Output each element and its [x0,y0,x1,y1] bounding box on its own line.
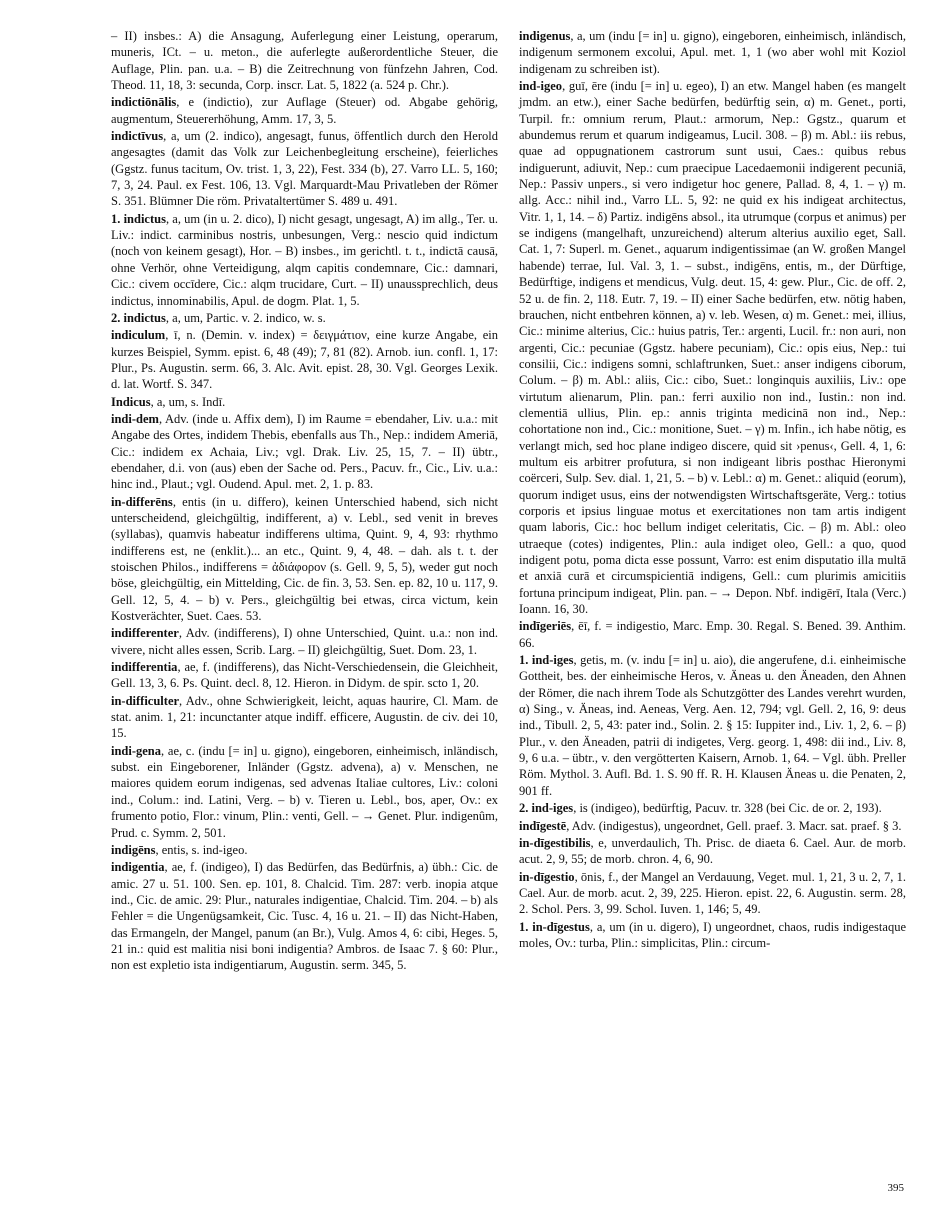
entry-body: , entis (in u. differo), keinen Unterschied habend, sich nicht unterscheidend, gleichgültig, indifferent, a) v. Lebl., sed venit in breves (syllabas), quamvis habeatur indifferens ultima, Quint. 9, 4, 93: rhythmo indifferens est, ne (enklit.)... an etc., Quint. 9, 4, 48. – dah. als t. t. der stoischen Philos., indifferens = ἀδιάφορον (s. Gell. 9, 5, 5), weder gut noch böse, gleichgültig, ein Mittelding, Cic. de fin. 3, 53. Sen. ep. 82, 10 u. 117, 9. Gell. 12, 5, 4. – b) v. Pers., gleichgültig bei etwas, circa victum, kein Kostverächter, Suet. Caes. 53. [111,494,498,624]
dictionary-entry [111,211,498,309]
entry-lemma: in-dīgestibilis [519,835,591,850]
dictionary-entry [519,652,906,799]
entry-lemma: 1. ind-iges [519,653,574,668]
entry-lemma: indīgestē [519,818,567,833]
left-column [111,28,498,975]
entry-body: , a, um (in u. digero), I) ungeordnet, chaos, rudis indigestaque moles, Ov.: turba, Plin.: simplicitas, Plin.: circum- [519,919,906,950]
entry-body: , a, um, s. Indī. [150,394,226,409]
entry-lemma: indi-gena [111,743,162,758]
entry-body: , a, um (2. indico), angesagt, funus, öffentlich durch den Herold angesagtes (damit das Volk zur Leichenbegleitung erscheine), feierliches (Ggstz. funus tacitum, Ov. trist. 1, 3, 22), Fest. 334 (b), 27. Varro LL. 5, 160; 7, 3, 24. Paul. ex Fest. 106, 13. Vgl. Marquardt-Mau Privatleben der Römer S. 351. Blümner Die röm. Privataltertümer S. 489 u. 491. [111,129,498,209]
entry-lemma: indigenus [519,29,571,43]
entry-body: , ae, f. (indigeo), I) das Bedürfen, das Bedürfnis, a) übh.: Cic. de amic. 27 u. 51. 100. Sen. ep. 101, 8. Chalcid. Tim. 287: verb. inopia atque ind., Cic. de amic. 29: Plur., naturales indigentiae, Chalcid. Tim. 204. – b) als Fehler = die Ungenügsamkeit, Cic. Tusc. 4, 16 u. 21. – II) das Nicht-Haben, das Ermangeln, der Mangel, panum (an Br.), Vulg. Amos 4, 6: cibi, Heges. 5, 21 in.: quid est malitia nisi boni indigentia? Ambros. de Isaac 7. § 60: Plur., non est expletio ista indigentiarum, Augustin. serm. 345, 5. [111,860,498,973]
entry-body: , e, unverdaulich, Th. Prisc. de diaeta 6. Cael. Aur. de morb. acut. 2, 9, 55; de morb. chron. 4, 6, 90. [519,835,906,867]
dictionary-entry [519,618,906,651]
dictionary-entry [111,743,498,841]
dictionary-entry [111,693,498,742]
entry-lemma: indīgeriēs [519,619,572,634]
dictionary-entry [111,659,498,692]
entry-body: , guī, ēre (indu [= in] u. egeo), I) an etw. Mangel haben (es mangelt jmdm. an etw.), einer Sache bedürfen, bedürftig sein, α) m. Genet., porti, Turpil. fr.: omnium rerum, Plaut.: armorum, Nep.: Ggstz., quarum et abundemus rerum et quarum indigeamus, Lucil. 308. – β) m. Abl.: iis rebus, quae ad oppugnationem castrorum sunt usui, Caes.: quibus rebus indiguerunt, adiuvit, Nep.: cum praecipue Lacedaemonii indigerent pecuniā, Nep.: Passiv unpers., si vero indigetur hoc genere, Pallad. 8, 4, 1. – γ) m. allg. Acc.: nihil ind., Varro LL. 5, 92: ne quid ex his indigeat architectus, Vitr. 1, 1, 14. – δ) Partiz. indigēns absol., ita utrumque (corpus et animus) per se indigens (mangelhaft, unzureichend) alterum alterius auxilio eget, Sall. Cat. 1, 7: Superl. m. Genet., aquarum indigentissimae (an W. großen Mangel habende) terrae, Iul. Val. 3, 1. – subst., indigēns, entis, m., der Dürftige, Bedürftige, indigens et mendicus, Vulg. deut. 15, 4: gew. Plur., Cic. de off. 2, 52 u. de fin. 2, 118. Eutr. 7, 19. – II) einer Sache bedürfen, etw. nötig haben, brauchen, nicht entbehren können, a) v. leb. Wesen, α) m. Genet.: mei, illius, Cic.: minime alterius, Cic.: huius patris, Ter.: argenti, Lucil. fr.: non auri, non argenti, Cic.: pecuniae (Ggstz. habere pecuniam), Cic.: opis eius, Nep.: tui consilii, Cic.: indigens somni, schlaftrunken, Suet.: anser indigens ciborum, Colum. – β) m. Abl.: aliis, Cic.: cibo, Suet.: longinquis auxiliis, Liv.: ope virtutum alienarum, Plin. pan.: ferri auxilio non ind., Iustin.: non ind. clementiā ullius, Plin. ep.: annis triginta medicinā non ind., Nep.: cohortatione non ind., Cic.: monitione, Suet. – γ) m. Infin., ich habe nötig, es verlangt mich, sed hoc plane indigeo discere, quid sit ›penus‹, Gell. 4, 1, 6: multum eis arbitrer profutura, si non indigeant libris posthac Hieronymi coërceri, Sulp. Sev. dial. 1, 21, 5. – b) v. Lebl.: α) m. Genet.: aliquid (eorum), quorum indiget usus, eins der notwendigsten Wirtschaftsgeräte, Verg.: totius corporis et ipsius linguae motus et exercitationes non tam artis indigent quam laboris, Cic.: hoc bellum indiget celeritatis, Cic. – β) m. Abl.: oleo utraeque (cotes) indigentes, Plin.: aula indiget oleo, Gell.: a quo, quod indigent potu, poma dicta esse possunt, Varro: est enim disputatio illa multā et anxiā curā et circumspicientiā indigens, Gell.: cum plurimis amicitiis fortuna principum indigeat, Plin. pan. – → Depon. Nbf. indigērī, Itala (Verc.) Ioann. 16, 30. [519,79,906,617]
entry-lemma: 1. indictus [111,211,166,226]
dictionary-entry [111,94,498,127]
page-number: 395 [887,1182,904,1194]
entry-body: , ae, c. (indu [= in] u. gigno), eingeboren, einheimisch, inländisch, subst. ein Eingeborener, Inländer (Ggstz. advena), a) v. Menschen, ne maiores quidem eorum indigenas, sed advenas Italiae cultores, Liv.: coloni ind., Colum.: ind. Latini, Verg. – b) v. Tieren u. Lebl., bos, aper, Ov.: ex frumento potio, Flor.: vinum, Plin.: venti, Gell. – → Genet. Plur. indigenûm, Prud. c. Symm. 2, 501. [111,743,498,840]
dictionary-entry [519,28,906,77]
dictionary-entry [519,78,906,617]
entry-body: , Adv. (inde u. Affix dem), I) im Raume = ebendaher, Liv. u.a.: mit Angabe des Ortes, indidem Thebis, ebenfalls aus Th., Nep.: indidem Ameriā, Cic.: indidem ex Achaia, Liv.; vgl. Drak. Liv. 25, 15, 7. – II) übtr., ebendaher, d.i. von (aus) eben der Sache od. Pers., Pacuv. fr., Cic., Liv. u.a.: hinc ind., Plaut.; vgl. Oudend. Apul. met. 2, 1. p. 83. [111,411,498,492]
dictionary-entry [111,28,498,93]
dictionary-entry [111,394,498,410]
entry-body: , is (indigeo), bedürftig, Pacuv. tr. 328 (bei Cic. de or. 2, 193). [573,801,882,816]
entry-lemma: indifferentia [111,660,178,675]
entry-lemma: 2. indictus [111,310,166,325]
dictionary-entry [111,859,498,973]
entry-body: , getis, m. (v. indu [= in] u. aio), die angerufene, d.i. einheimische Gottheit, bes. der einheimische Heros, v. Äneas u. den Äneaden, den Ahnen der Römer, die nach ihrem Tode als Schutzgötter des Landes verehrt wurden, α) Sing., v. Äneas, ind. Aeneas, Verg. Aen. 12, 794; vgl. Gell. 2, 16, 9: deus ind., Tibull. 2, 5, 43: pater ind., Solin. 2. § 15: Iuppiter ind., Liv. 1, 2, 6. – β) Plur., v. den Äneaden, patrii di indigetes, Verg. georg. 1, 498: dii ind., Liv. 8, 9, 6 u.a. – übtr., v. den vergötterten Kaisern, Arnob. 1, 64. – Vgl. übh. Preller Röm. Mythol. 3. Aufl. Bd. 1. S. 90 ff. R. H. Klausen Äneas u. die Penaten, 2, 901 ff. [519,653,906,798]
dictionary-entry [111,411,498,493]
entry-lemma: 1. in-dīgestus [519,919,590,934]
right-column [519,28,906,952]
entry-lemma: in-dīgestio [519,869,575,884]
entry-lemma: in-difficulter [111,693,180,708]
entry-lemma: indictīvus [111,129,164,144]
entry-body: , a, um (in u. 2. dico), I) nicht gesagt, ungesagt, A) im allg., Ter. u. Liv.: indict. carminibus nostris, unbesungen, Verg.: nescio quid indictum (noch von keinem gesagt), Hor. – B) insbes., im gerichtl. t. t., indictā causā, ohne Verhör, ohne Verteidigung, alqm capitis condemnare, Cic.: damnari, Cic.: civem occīdere, Cic.: alqm trucidare, Curt. – II) unaussprechlich, deus indictus, innominabilis, Apul. de dogm. Plat. 1, 5. [111,211,498,308]
entry-lemma: indigēns [111,842,156,857]
entry-lemma: indifferenter [111,626,179,641]
dictionary-entry [111,310,498,326]
entry-body: , Adv., ohne Schwierigkeit, leicht, aquas haurire, Cl. Mam. de stat. anim. 1, 21: incunctanter atque indiff. efficere, Augustin. de civ. dei 10, 15. [111,693,498,741]
entry-body: , Adv. (indigestus), ungeordnet, Gell. praef. 3. Macr. sat. praef. § 3. [566,818,902,833]
dictionary-entry [111,128,498,210]
entry-lemma: in-differēns [111,494,173,509]
dictionary-entry [519,869,906,918]
entry-lemma: indiculum [111,328,166,343]
entry-body: , Adv. (indifferens), I) ohne Unterschied, Quint. u.a.: non ind. vivere, nicht alles essen, Scrib. Larg. – II) gleichgültig, Suet. Dom. 23, 1. [111,626,498,657]
entry-lemma: Indicus [111,394,151,409]
entry-lemma: ind-igeo [519,79,563,94]
entry-lemma: indigentia [111,860,165,875]
dictionary-entry [111,625,498,658]
entry-lemma: 2. ind-iges [519,801,574,816]
entry-body: – II) insbes.: A) die Ansagung, Auferlegung einer Leistung, operarum, muneris, ICt. – u. meton., die auferlegte außerordentliche Steuer, die Auflage, Plin. pan. u.a. – B) die Zeitrechnung von fünfzehn Jahren, Cod. Theod. 11, 18, 3: secunda, Corp. inscr. Lat. 5, 1822 (a. 524 p. Chr.). [111,29,498,93]
entry-lemma: indi-dem [111,411,159,426]
entry-body: , entis, s. ind-igeo. [155,842,248,857]
entry-body: , ēī, f. = indigestio, Marc. Emp. 30. Regal. S. Bened. 39. Anthim. 66. [519,619,906,650]
dictionary-entry [519,800,906,816]
dictionary-entry [519,835,906,868]
dictionary-entry [111,494,498,625]
dictionary-entry [519,919,906,952]
dictionary-entry [111,842,498,858]
entry-body: , a, um (indu [= in] u. gigno), eingeboren, einheimisch, inländisch, indigenum sermonem excolui, Apul. met. 1, 1 (wo aber wohl mit Koziol indigenam zu schreiben ist). [519,29,906,76]
entry-body: , a, um, Partic. v. 2. indico, w. s. [165,310,326,325]
dictionary-entry [519,818,906,834]
entry-body: , ī, n. (Demin. v. index) = δειγμάτιον, eine kurze Angabe, ein kurzes Beispiel, Symm. epist. 6, 48 (49); 7, 81 (82). Arnob. iun. confl. 1, 17: Plur., Ps. Augustin. serm. 66, 3. Alc. Avit. epist. 28, 30. Vgl. Georges Lexik. d. lat. Wortf. S. 347. [111,328,498,392]
entry-body: , ōnis, f., der Mangel an Verdauung, Veget. mul. 1, 21, 3 u. 2, 7, 1. Cael. Aur. de morb. acut. 2, 39, 225. Hieron. epist. 22, 6. Augustin. serm. 28, 2. Schol. Pers. 3, 99. Schol. Iuven. 1, 146; 5, 49. [519,869,906,917]
entry-lemma: indictiōnālis [111,95,177,110]
entry-body: , e (indictio), zur Auflage (Steuer) od. Abgabe gehörig, augmentum, Steuererhöhung, Amm. 17, 3, 5. [111,95,498,126]
entry-body: , ae, f. (indifferens), das Nicht-Verschiedensein, die Gleichheit, Gell. 13, 3, 6. Ps. Quint. decl. 8, 12. Hieron. in Didym. de spir. scto 1, 20. [111,660,498,691]
dictionary-entry [111,327,498,392]
